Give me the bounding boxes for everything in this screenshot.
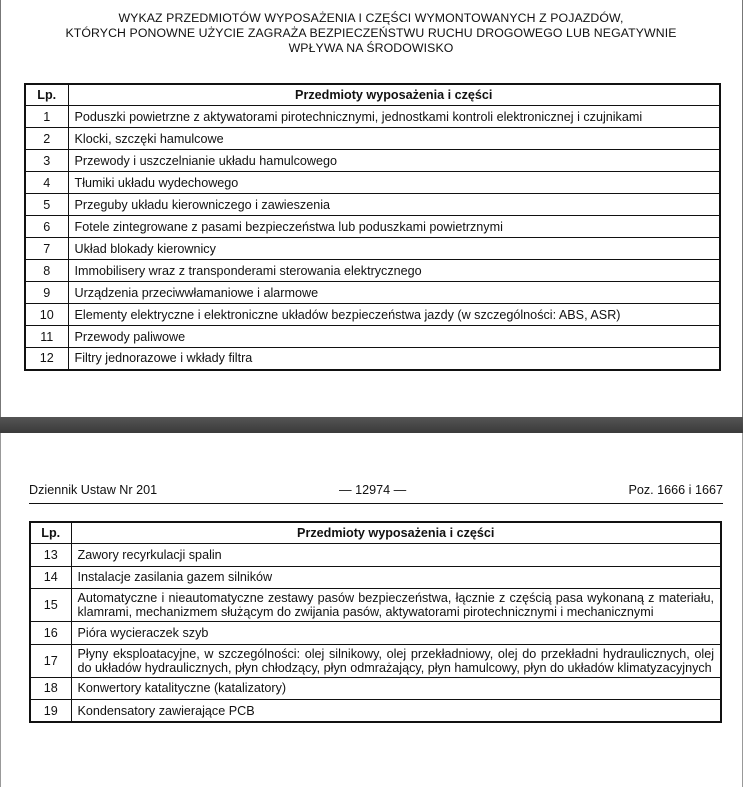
items-column-header: Przedmioty wyposażenia i części — [68, 84, 720, 106]
row-number: 9 — [25, 282, 68, 304]
row-number: 14 — [30, 566, 71, 589]
table-row — [25, 238, 720, 260]
row-item-text: Automatyczne i nieautomatyczne zestawy pasów bezpieczeństwa, łącznie z częścią pasa wykonaną z materiału, klamrami, mechanizmem służącym do zwijania pasów, aktywatorami pirotechnicznymi i mechanicznymi — [71, 589, 721, 622]
row-number: 12 — [25, 348, 68, 370]
table-row — [25, 326, 720, 348]
title-line: KTÓRYCH PONOWNE UŻYCIE ZAGRAŻA BEZPIECZEŃSTWU RUCHU DROGOWEGO LUB NEGATYWNIE — [65, 26, 677, 40]
lp-column-header: Lp. — [25, 84, 68, 106]
table-row — [30, 589, 721, 622]
journal-name: Dziennik Ustaw Nr 201 — [29, 483, 158, 497]
table-row — [30, 677, 721, 700]
table-header-row — [30, 522, 721, 544]
row-item-text: Urządzenia przeciwwłamaniowe i alarmowe — [68, 282, 720, 304]
row-item-text: Kondensatory zawierające PCB — [71, 700, 721, 723]
row-item-text: Płyny eksploatacyjne, w szczególności: olej silnikowy, olej przekładniowy, olej do przekładni hydraulicznych, olej do układów hydraulicznych, płyn chłodzący, płyn odmrażający, płyn hamulcowy, płyn do układów klimatyzacyjnych — [71, 644, 721, 677]
title-line: WPŁYWA NA ŚRODOWISKO — [288, 41, 454, 55]
row-number: 17 — [30, 644, 71, 677]
table-row — [25, 304, 720, 326]
table-row — [25, 194, 720, 216]
position-reference: Poz. 1666 i 1667 — [628, 483, 723, 497]
row-item-text: Zawory recyrkulacji spalin — [71, 544, 721, 567]
title-line: WYKAZ PRZEDMIOTÓW WYPOSAŻENIA I CZĘŚCI WYMONTOWANYCH Z POJAZDÓW, — [118, 11, 624, 25]
row-item-text: Przeguby układu kierowniczego i zawieszenia — [68, 194, 720, 216]
row-number: 10 — [25, 304, 68, 326]
items-table-part-2 — [29, 521, 722, 723]
row-number: 1 — [25, 106, 68, 128]
row-number: 8 — [25, 260, 68, 282]
row-number: 19 — [30, 700, 71, 723]
table-row — [30, 622, 721, 645]
page-number: — 12974 — — [339, 483, 407, 497]
row-number: 18 — [30, 677, 71, 700]
row-item-text: Poduszki powietrzne z aktywatorami pirotechnicznymi, jednostkami kontroli elektronicznej i czujnikami — [68, 106, 720, 128]
page-separator — [0, 417, 743, 433]
row-item-text: Klocki, szczęki hamulcowe — [68, 128, 720, 150]
document-page-2 — [0, 433, 743, 787]
row-number: 11 — [25, 326, 68, 348]
row-item-text: Tłumiki układu wydechowego — [68, 172, 720, 194]
table-row — [30, 566, 721, 589]
row-item-text: Układ blokady kierownicy — [68, 238, 720, 260]
row-number: 5 — [25, 194, 68, 216]
table-row — [30, 700, 721, 723]
table-row — [30, 644, 721, 677]
table-row — [25, 172, 720, 194]
row-item-text: Przewody i uszczelnianie układu hamulcowego — [68, 150, 720, 172]
table-row — [25, 216, 720, 238]
items-table-part-1 — [24, 83, 721, 371]
table-row — [25, 106, 720, 128]
row-number: 6 — [25, 216, 68, 238]
row-item-text: Fotele zintegrowane z pasami bezpieczeństwa lub poduszkami powietrznymi — [68, 216, 720, 238]
row-item-text: Instalacje zasilania gazem silników — [71, 566, 721, 589]
row-number: 15 — [30, 589, 71, 622]
row-number: 13 — [30, 544, 71, 567]
row-item-text: Immobilisery wraz z transponderami sterowania elektrycznego — [68, 260, 720, 282]
row-item-text: Konwertory katalityczne (katalizatory) — [71, 677, 721, 700]
table-row — [25, 128, 720, 150]
table-row — [30, 544, 721, 567]
table-header-row — [25, 84, 720, 106]
document-title — [41, 11, 701, 56]
items-column-header: Przedmioty wyposażenia i części — [71, 522, 721, 544]
lp-column-header: Lp. — [30, 522, 71, 544]
page-running-header — [29, 483, 723, 504]
table-row — [25, 150, 720, 172]
row-item-text: Filtry jednorazowe i wkłady filtra — [68, 348, 720, 370]
row-number: 16 — [30, 622, 71, 645]
row-number: 3 — [25, 150, 68, 172]
table-row — [25, 348, 720, 370]
row-number: 7 — [25, 238, 68, 260]
row-item-text: Przewody paliwowe — [68, 326, 720, 348]
row-item-text: Elementy elektryczne i elektroniczne układów bezpieczeństwa jazdy (w szczególności: ABS, ASR) — [68, 304, 720, 326]
table-row — [25, 260, 720, 282]
row-number: 4 — [25, 172, 68, 194]
table-row — [25, 282, 720, 304]
row-number: 2 — [25, 128, 68, 150]
row-item-text: Pióra wycieraczek szyb — [71, 622, 721, 645]
